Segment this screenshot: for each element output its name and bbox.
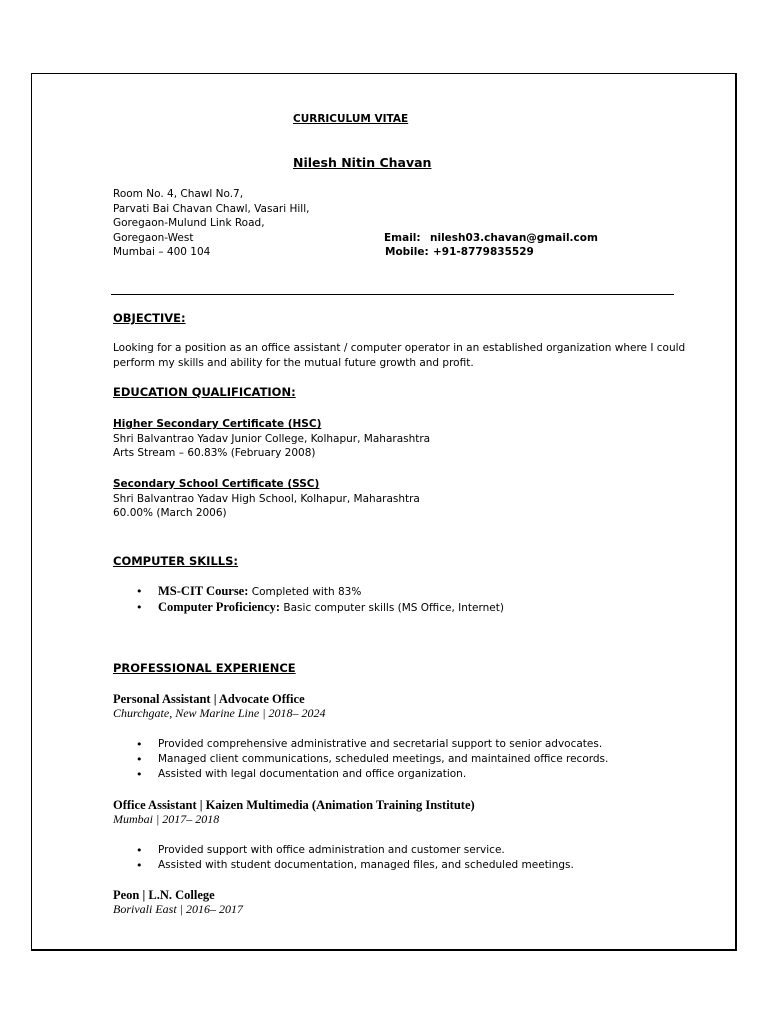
list-item [136,584,504,600]
list-item [136,767,608,782]
objective-text [113,341,685,370]
bullet-icon: • [136,753,143,766]
mobile-value: +91-8779835529 [433,246,534,258]
skill-value: Basic computer skills (MS Office, Internet) [280,602,504,614]
address-line: Goregaon-Mulund Link Road, [113,217,265,230]
list-item [136,737,608,752]
skills-heading: COMPUTER SKILLS: [113,554,238,568]
email-label: Email: [384,232,421,244]
education-item-hsc [113,417,430,461]
job-meta: Churchgate, New Marine Line | 2018– 2024 [113,706,326,720]
list-item [136,843,574,858]
bullet-icon: • [136,768,143,781]
header-divider [111,294,674,295]
skill-value: Completed with 83% [248,586,362,598]
address-line: Goregaon-West [113,231,194,244]
mobile-label: Mobile: [385,246,429,258]
education-title: Secondary School Certificate (SSC) [113,478,320,490]
education-title: Higher Secondary Certificate (HSC) [113,418,322,430]
address-block [113,187,309,260]
address-line: Room No. 4, Chawl No.7, [113,188,244,200]
duty-text: Managed client communications, scheduled meetings, and maintained office records. [158,753,609,765]
duty-text: Assisted with student documentation, managed files, and scheduled meetings. [158,859,574,871]
education-institution: Shri Balvantrao Yadav Junior College, Kolhapur, Maharashtra [113,432,431,445]
education-detail: 60.00% (March 2006) [113,507,227,520]
experience-heading: PROFESSIONAL EXPERIENCE [113,661,296,675]
bullet-icon: • [136,585,143,598]
candidate-name: Nilesh Nitin Chavan [293,155,432,170]
skill-label: MS-CIT Course: [158,584,249,598]
job-duties-list [136,737,609,782]
bullet-icon: • [136,844,143,857]
duty-text: Provided comprehensive administrative and secretarial support to senior advocates. [158,738,603,750]
job-duties-list [136,843,574,873]
address-line: Mumbai – 400 104 [113,246,211,259]
list-item [136,752,609,767]
list-item [136,858,574,873]
skills-list [136,584,504,616]
education-detail: Arts Stream – 60.83% (February 2008) [113,447,316,460]
job-meta: Mumbai | 2017– 2018 [113,812,220,826]
job-title: Peon | L.N. College [113,888,215,902]
email-value[interactable]: nilesh03.chavan@gmail.com [430,232,598,244]
bullet-icon: • [136,601,143,614]
job-meta: Borivali East | 2016– 2017 [113,902,243,916]
document-title: CURRICULUM VITAE [293,113,409,125]
job-title: Personal Assistant | Advocate Office [113,692,305,706]
job-title: Office Assistant | Kaizen Multimedia (Animation Training Institute) [113,798,475,812]
objective-line: perform my skills and ability for the mutual future growth and profit. [113,356,474,369]
list-item [136,600,504,616]
objective-line: Looking for a position as an office assistant / computer operator in an established organization where I could [113,342,686,354]
bullet-icon: • [136,738,143,751]
education-item-ssc [113,477,420,521]
education-institution: Shri Balvantrao Yadav High School, Kolhapur, Maharashtra [113,492,420,505]
duty-text: Assisted with legal documentation and office organization. [158,768,467,780]
duty-text: Provided support with office administration and customer service. [158,844,505,856]
skill-label: Computer Proficiency: [158,600,281,614]
objective-heading: OBJECTIVE: [113,311,186,325]
education-heading: EDUCATION QUALIFICATION: [113,385,296,399]
address-line: Parvati Bai Chavan Chawl, Vasari Hill, [113,202,310,215]
bullet-icon: • [136,859,143,872]
